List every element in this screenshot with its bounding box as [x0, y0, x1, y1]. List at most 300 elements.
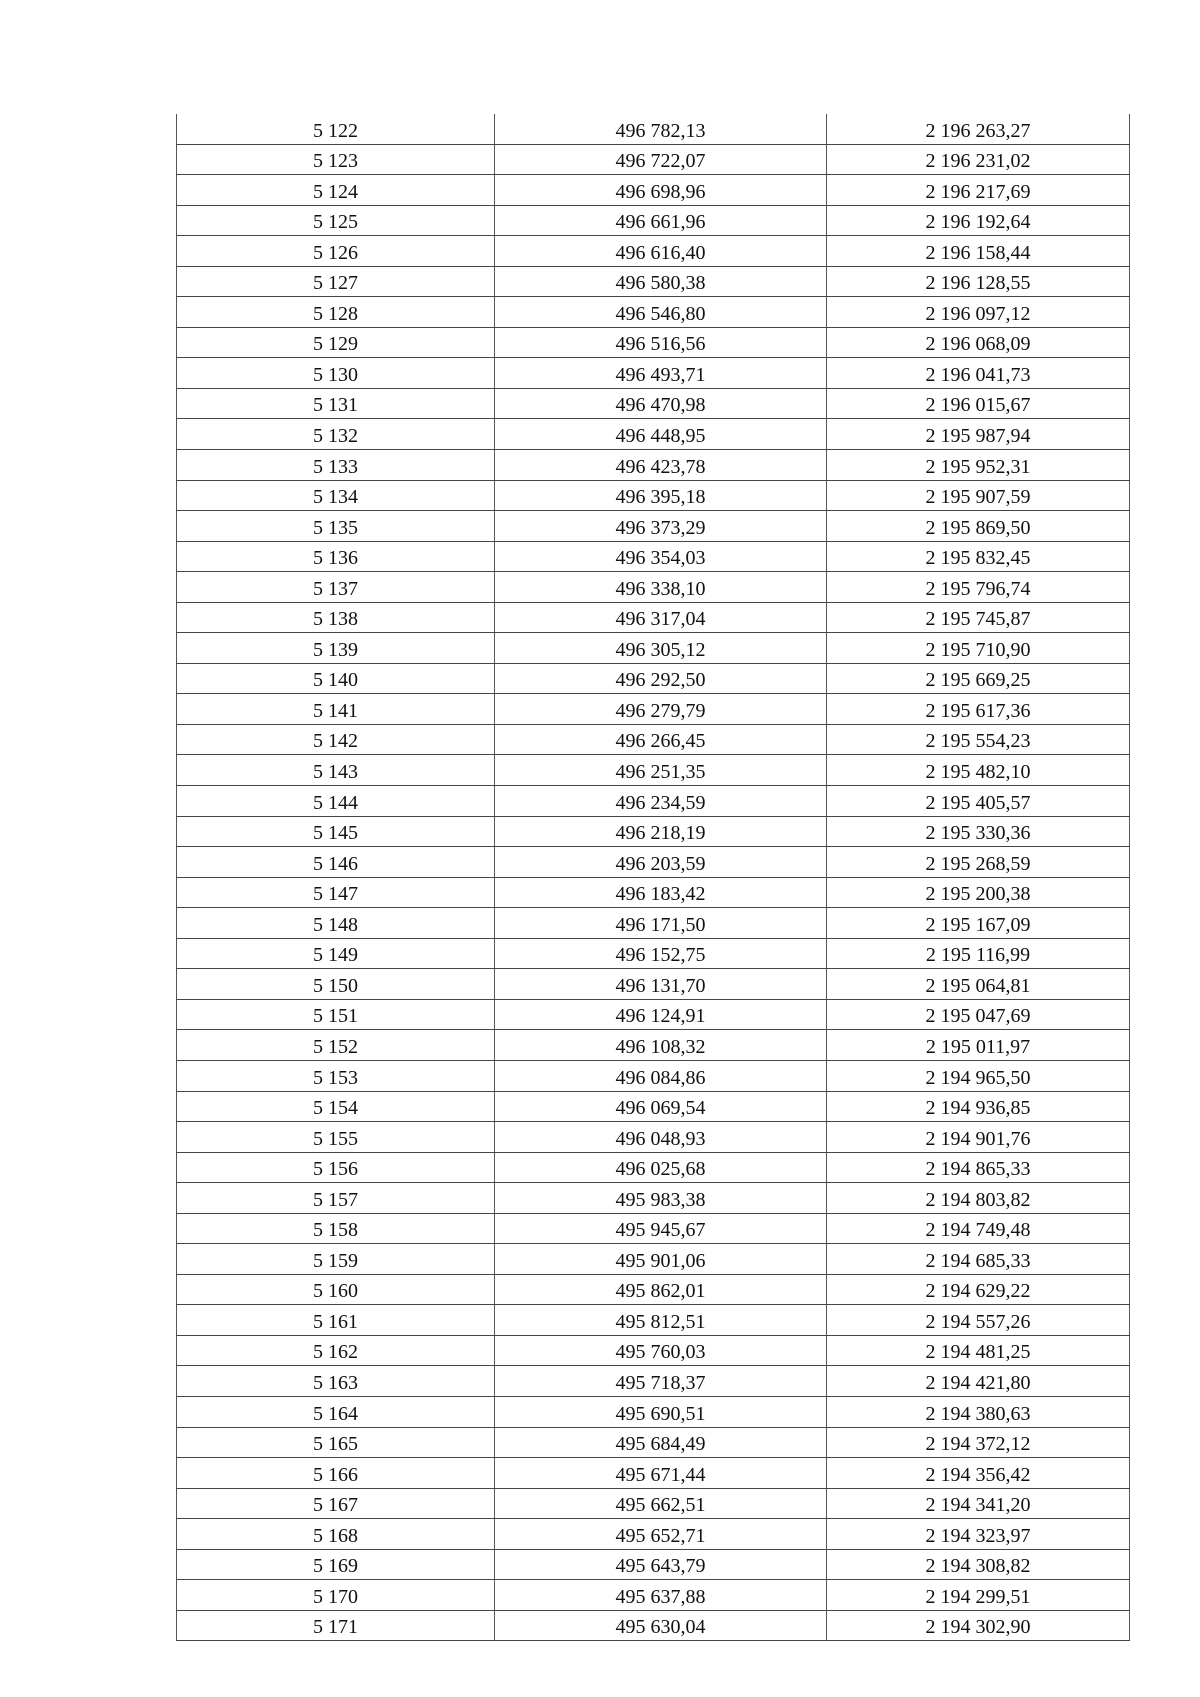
- point-number-cell: [177, 419, 495, 450]
- cell-text: 2 195 617,36: [925, 699, 1031, 722]
- x-coordinate-cell: [495, 1549, 827, 1580]
- x-coordinate-cell: [495, 1060, 827, 1091]
- y-coordinate-cell: [827, 724, 1130, 755]
- y-coordinate-cell: [827, 969, 1130, 1000]
- table-row: [177, 755, 1130, 786]
- x-coordinate-cell: [495, 633, 827, 664]
- table-row: [177, 1030, 1130, 1061]
- table-row: [177, 602, 1130, 633]
- point-number-cell: [177, 1244, 495, 1275]
- y-coordinate-cell: [827, 1305, 1130, 1336]
- point-number-cell: [177, 144, 495, 175]
- x-coordinate-cell: [495, 511, 827, 542]
- y-coordinate-cell: [827, 1030, 1130, 1061]
- y-coordinate-cell: [827, 1183, 1130, 1214]
- x-coordinate-cell: [495, 114, 827, 144]
- table-row: [177, 1610, 1130, 1641]
- x-coordinate-cell: [495, 480, 827, 511]
- cell-text: 5 153: [313, 1066, 358, 1089]
- table-row: [177, 450, 1130, 481]
- cell-text: 496 782,13: [615, 119, 706, 142]
- cell-text: 2 195 268,59: [925, 852, 1031, 875]
- cell-text: 496 251,35: [615, 761, 706, 784]
- cell-text: 496 395,18: [615, 486, 706, 509]
- point-number-cell: [177, 1030, 495, 1061]
- cell-text: 5 124: [313, 180, 358, 203]
- cell-text: 2 194 323,97: [925, 1524, 1031, 1547]
- table-row: [177, 1122, 1130, 1153]
- x-coordinate-cell: [495, 1366, 827, 1397]
- cell-text: 5 145: [313, 822, 358, 845]
- cell-text: 5 152: [313, 1035, 358, 1058]
- cell-text: 2 194 341,20: [925, 1494, 1031, 1517]
- point-number-cell: [177, 1213, 495, 1244]
- table-row: [177, 1580, 1130, 1611]
- cell-text: 496 317,04: [615, 608, 706, 631]
- cell-text: 496 373,29: [615, 516, 706, 539]
- cell-text: 496 218,19: [615, 822, 706, 845]
- x-coordinate-cell: [495, 1427, 827, 1458]
- point-number-cell: [177, 358, 495, 389]
- cell-text: 2 194 557,26: [925, 1310, 1031, 1333]
- y-coordinate-cell: [827, 327, 1130, 358]
- cell-text: 2 195 554,23: [925, 730, 1031, 753]
- cell-text: 2 195 952,31: [925, 455, 1031, 478]
- x-coordinate-cell: [495, 1122, 827, 1153]
- point-number-cell: [177, 1122, 495, 1153]
- cell-text: 495 684,49: [615, 1433, 706, 1456]
- cell-text: 495 652,71: [615, 1524, 706, 1547]
- cell-text: 495 671,44: [615, 1463, 706, 1486]
- x-coordinate-cell: [495, 786, 827, 817]
- cell-text: 2 195 200,38: [925, 883, 1031, 906]
- point-number-cell: [177, 541, 495, 572]
- table-row: [177, 358, 1130, 389]
- point-number-cell: [177, 786, 495, 817]
- point-number-cell: [177, 602, 495, 633]
- x-coordinate-cell: [495, 877, 827, 908]
- cell-text: 496 279,79: [615, 699, 706, 722]
- cell-text: 2 195 669,25: [925, 669, 1031, 692]
- cell-text: 2 194 302,90: [925, 1616, 1031, 1639]
- y-coordinate-cell: [827, 1488, 1130, 1519]
- cell-text: 5 156: [313, 1158, 358, 1181]
- point-number-cell: [177, 266, 495, 297]
- point-number-cell: [177, 511, 495, 542]
- point-number-cell: [177, 1427, 495, 1458]
- cell-text: 5 144: [313, 791, 358, 814]
- cell-text: 5 146: [313, 852, 358, 875]
- x-coordinate-cell: [495, 419, 827, 450]
- cell-text: 5 167: [313, 1494, 358, 1517]
- coordinates-table-body: [177, 114, 1130, 1641]
- y-coordinate-cell: [827, 480, 1130, 511]
- cell-text: 496 338,10: [615, 577, 706, 600]
- point-number-cell: [177, 114, 495, 144]
- cell-text: 5 147: [313, 883, 358, 906]
- cell-text: 2 195 064,81: [925, 974, 1031, 997]
- x-coordinate-cell: [495, 236, 827, 267]
- x-coordinate-cell: [495, 1458, 827, 1489]
- y-coordinate-cell: [827, 114, 1130, 144]
- x-coordinate-cell: [495, 144, 827, 175]
- table-row: [177, 511, 1130, 542]
- table-row: [177, 816, 1130, 847]
- cell-text: 2 194 685,33: [925, 1249, 1031, 1272]
- cell-text: 495 630,04: [615, 1616, 706, 1639]
- y-coordinate-cell: [827, 511, 1130, 542]
- cell-text: 2 196 041,73: [925, 363, 1031, 386]
- cell-text: 5 151: [313, 1005, 358, 1028]
- cell-text: 5 123: [313, 150, 358, 173]
- cell-text: 5 140: [313, 669, 358, 692]
- y-coordinate-cell: [827, 266, 1130, 297]
- y-coordinate-cell: [827, 1519, 1130, 1550]
- x-coordinate-cell: [495, 1610, 827, 1641]
- cell-text: 495 662,51: [615, 1494, 706, 1517]
- point-number-cell: [177, 1274, 495, 1305]
- cell-text: 496 048,93: [615, 1127, 706, 1150]
- point-number-cell: [177, 755, 495, 786]
- x-coordinate-cell: [495, 1152, 827, 1183]
- cell-text: 495 718,37: [615, 1371, 706, 1394]
- cell-text: 5 165: [313, 1433, 358, 1456]
- cell-text: 496 423,78: [615, 455, 706, 478]
- cell-text: 2 196 231,02: [925, 150, 1031, 173]
- cell-text: 2 195 745,87: [925, 608, 1031, 631]
- x-coordinate-cell: [495, 541, 827, 572]
- y-coordinate-cell: [827, 419, 1130, 450]
- cell-text: 495 643,79: [615, 1555, 706, 1578]
- cell-text: 5 128: [313, 302, 358, 325]
- table-row: [177, 236, 1130, 267]
- y-coordinate-cell: [827, 602, 1130, 633]
- point-number-cell: [177, 1458, 495, 1489]
- cell-text: 496 580,38: [615, 272, 706, 295]
- table-row: [177, 1183, 1130, 1214]
- cell-text: 495 812,51: [615, 1310, 706, 1333]
- cell-text: 5 160: [313, 1280, 358, 1303]
- y-coordinate-cell: [827, 877, 1130, 908]
- cell-text: 2 195 405,57: [925, 791, 1031, 814]
- x-coordinate-cell: [495, 358, 827, 389]
- cell-text: 2 195 482,10: [925, 761, 1031, 784]
- table-row: [177, 572, 1130, 603]
- point-number-cell: [177, 1488, 495, 1519]
- cell-text: 496 698,96: [615, 180, 706, 203]
- cell-text: 2 194 356,42: [925, 1463, 1031, 1486]
- cell-text: 5 125: [313, 211, 358, 234]
- y-coordinate-cell: [827, 1091, 1130, 1122]
- cell-text: 5 131: [313, 394, 358, 417]
- cell-text: 5 163: [313, 1371, 358, 1394]
- table-row: [177, 969, 1130, 1000]
- y-coordinate-cell: [827, 358, 1130, 389]
- x-coordinate-cell: [495, 1396, 827, 1427]
- table-row: [177, 541, 1130, 572]
- cell-text: 2 194 629,22: [925, 1280, 1031, 1303]
- x-coordinate-cell: [495, 297, 827, 328]
- table-row: [177, 1060, 1130, 1091]
- table-row: [177, 1549, 1130, 1580]
- point-number-cell: [177, 1060, 495, 1091]
- cell-text: 5 134: [313, 486, 358, 509]
- point-number-cell: [177, 1519, 495, 1550]
- cell-text: 2 195 167,09: [925, 913, 1031, 936]
- cell-text: 2 195 011,97: [925, 1035, 1031, 1058]
- cell-text: 5 141: [313, 699, 358, 722]
- cell-text: 5 135: [313, 516, 358, 539]
- cell-text: 496 183,42: [615, 883, 706, 906]
- x-coordinate-cell: [495, 1519, 827, 1550]
- cell-text: 2 195 330,36: [925, 822, 1031, 845]
- cell-text: 496 661,96: [615, 211, 706, 234]
- table-row: [177, 1396, 1130, 1427]
- cell-text: 5 171: [313, 1616, 358, 1639]
- cell-text: 495 862,01: [615, 1280, 706, 1303]
- x-coordinate-cell: [495, 266, 827, 297]
- cell-text: 5 122: [313, 119, 358, 142]
- point-number-cell: [177, 969, 495, 1000]
- point-number-cell: [177, 450, 495, 481]
- y-coordinate-cell: [827, 1274, 1130, 1305]
- cell-text: 2 195 116,99: [925, 944, 1031, 967]
- point-number-cell: [177, 908, 495, 939]
- point-number-cell: [177, 1091, 495, 1122]
- point-number-cell: [177, 1549, 495, 1580]
- y-coordinate-cell: [827, 541, 1130, 572]
- x-coordinate-cell: [495, 1335, 827, 1366]
- cell-text: 2 196 217,69: [925, 180, 1031, 203]
- table-row: [177, 1213, 1130, 1244]
- table-row: [177, 938, 1130, 969]
- y-coordinate-cell: [827, 1213, 1130, 1244]
- point-number-cell: [177, 236, 495, 267]
- y-coordinate-cell: [827, 144, 1130, 175]
- table-row: [177, 1427, 1130, 1458]
- point-number-cell: [177, 327, 495, 358]
- table-row: [177, 419, 1130, 450]
- x-coordinate-cell: [495, 1183, 827, 1214]
- cell-text: 5 161: [313, 1310, 358, 1333]
- x-coordinate-cell: [495, 602, 827, 633]
- cell-text: 496 722,07: [615, 150, 706, 173]
- x-coordinate-cell: [495, 1091, 827, 1122]
- cell-text: 2 194 901,76: [925, 1127, 1031, 1150]
- y-coordinate-cell: [827, 1427, 1130, 1458]
- x-coordinate-cell: [495, 908, 827, 939]
- table-row: [177, 877, 1130, 908]
- cell-text: 5 154: [313, 1097, 358, 1120]
- cell-text: 495 945,67: [615, 1219, 706, 1242]
- point-number-cell: [177, 1366, 495, 1397]
- cell-text: 2 194 865,33: [925, 1158, 1031, 1181]
- y-coordinate-cell: [827, 1366, 1130, 1397]
- y-coordinate-cell: [827, 1152, 1130, 1183]
- cell-text: 2 195 047,69: [925, 1005, 1031, 1028]
- point-number-cell: [177, 1396, 495, 1427]
- y-coordinate-cell: [827, 1610, 1130, 1641]
- x-coordinate-cell: [495, 694, 827, 725]
- cell-text: 5 143: [313, 761, 358, 784]
- y-coordinate-cell: [827, 938, 1130, 969]
- y-coordinate-cell: [827, 816, 1130, 847]
- point-number-cell: [177, 480, 495, 511]
- x-coordinate-cell: [495, 755, 827, 786]
- cell-text: 496 354,03: [615, 547, 706, 570]
- cell-text: 2 196 068,09: [925, 333, 1031, 356]
- cell-text: 496 493,71: [615, 363, 706, 386]
- table-row: [177, 633, 1130, 664]
- table-row: [177, 847, 1130, 878]
- cell-text: 2 195 987,94: [925, 425, 1031, 448]
- table-row: [177, 1488, 1130, 1519]
- cell-text: 496 516,56: [615, 333, 706, 356]
- cell-text: 5 142: [313, 730, 358, 753]
- y-coordinate-cell: [827, 450, 1130, 481]
- cell-text: 5 166: [313, 1463, 358, 1486]
- y-coordinate-cell: [827, 1396, 1130, 1427]
- table-row: [177, 175, 1130, 206]
- cell-text: 495 637,88: [615, 1585, 706, 1608]
- table-row: [177, 1274, 1130, 1305]
- cell-text: 495 690,51: [615, 1402, 706, 1425]
- cell-text: 5 159: [313, 1249, 358, 1272]
- y-coordinate-cell: [827, 1122, 1130, 1153]
- cell-text: 2 194 803,82: [925, 1188, 1031, 1211]
- cell-text: 5 168: [313, 1524, 358, 1547]
- x-coordinate-cell: [495, 969, 827, 1000]
- point-number-cell: [177, 724, 495, 755]
- cell-text: 2 194 749,48: [925, 1219, 1031, 1242]
- point-number-cell: [177, 1152, 495, 1183]
- table-row: [177, 266, 1130, 297]
- cell-text: 5 129: [313, 333, 358, 356]
- point-number-cell: [177, 877, 495, 908]
- table-row: [177, 1366, 1130, 1397]
- cell-text: 496 448,95: [615, 425, 706, 448]
- y-coordinate-cell: [827, 175, 1130, 206]
- cell-text: 2 196 158,44: [925, 241, 1031, 264]
- table-row: [177, 1091, 1130, 1122]
- table-row: [177, 1152, 1130, 1183]
- y-coordinate-cell: [827, 999, 1130, 1030]
- x-coordinate-cell: [495, 1274, 827, 1305]
- cell-text: 495 760,03: [615, 1341, 706, 1364]
- cell-text: 496 152,75: [615, 944, 706, 967]
- cell-text: 496 266,45: [615, 730, 706, 753]
- cell-text: 2 194 372,12: [925, 1433, 1031, 1456]
- cell-text: 5 169: [313, 1555, 358, 1578]
- cell-text: 2 194 421,80: [925, 1371, 1031, 1394]
- cell-text: 2 194 308,82: [925, 1555, 1031, 1578]
- y-coordinate-cell: [827, 694, 1130, 725]
- cell-text: 2 196 263,27: [925, 119, 1031, 142]
- point-number-cell: [177, 663, 495, 694]
- x-coordinate-cell: [495, 1213, 827, 1244]
- cell-text: 496 084,86: [615, 1066, 706, 1089]
- table-row: [177, 1458, 1130, 1489]
- x-coordinate-cell: [495, 816, 827, 847]
- x-coordinate-cell: [495, 175, 827, 206]
- table-row: [177, 1335, 1130, 1366]
- x-coordinate-cell: [495, 1488, 827, 1519]
- cell-text: 5 164: [313, 1402, 358, 1425]
- cell-text: 5 155: [313, 1127, 358, 1150]
- cell-text: 2 196 015,67: [925, 394, 1031, 417]
- y-coordinate-cell: [827, 1549, 1130, 1580]
- table-row: [177, 694, 1130, 725]
- cell-text: 496 131,70: [615, 974, 706, 997]
- x-coordinate-cell: [495, 1244, 827, 1275]
- y-coordinate-cell: [827, 1060, 1130, 1091]
- y-coordinate-cell: [827, 847, 1130, 878]
- cell-text: 496 108,32: [615, 1035, 706, 1058]
- cell-text: 5 133: [313, 455, 358, 478]
- cell-text: 5 149: [313, 944, 358, 967]
- y-coordinate-cell: [827, 755, 1130, 786]
- y-coordinate-cell: [827, 572, 1130, 603]
- x-coordinate-cell: [495, 572, 827, 603]
- cell-text: 5 170: [313, 1585, 358, 1608]
- cell-text: 5 158: [313, 1219, 358, 1242]
- table-row: [177, 1305, 1130, 1336]
- point-number-cell: [177, 297, 495, 328]
- point-number-cell: [177, 816, 495, 847]
- x-coordinate-cell: [495, 450, 827, 481]
- coordinates-table: [176, 114, 1130, 1641]
- y-coordinate-cell: [827, 236, 1130, 267]
- cell-text: 5 148: [313, 913, 358, 936]
- cell-text: 496 546,80: [615, 302, 706, 325]
- cell-text: 2 194 380,63: [925, 1402, 1031, 1425]
- cell-text: 496 203,59: [615, 852, 706, 875]
- cell-text: 5 162: [313, 1341, 358, 1364]
- table-row: [177, 480, 1130, 511]
- y-coordinate-cell: [827, 1580, 1130, 1611]
- x-coordinate-cell: [495, 663, 827, 694]
- y-coordinate-cell: [827, 388, 1130, 419]
- y-coordinate-cell: [827, 205, 1130, 236]
- table-row: [177, 1519, 1130, 1550]
- point-number-cell: [177, 633, 495, 664]
- table-row: [177, 663, 1130, 694]
- point-number-cell: [177, 1580, 495, 1611]
- cell-text: 5 132: [313, 425, 358, 448]
- cell-text: 496 470,98: [615, 394, 706, 417]
- cell-text: 495 983,38: [615, 1188, 706, 1211]
- cell-text: 5 150: [313, 974, 358, 997]
- cell-text: 496 234,59: [615, 791, 706, 814]
- y-coordinate-cell: [827, 633, 1130, 664]
- point-number-cell: [177, 388, 495, 419]
- point-number-cell: [177, 1183, 495, 1214]
- x-coordinate-cell: [495, 999, 827, 1030]
- cell-text: 2 194 481,25: [925, 1341, 1031, 1364]
- cell-text: 496 124,91: [615, 1005, 706, 1028]
- table-row: [177, 1244, 1130, 1275]
- table-row: [177, 205, 1130, 236]
- table-row: [177, 724, 1130, 755]
- cell-text: 496 305,12: [615, 638, 706, 661]
- x-coordinate-cell: [495, 388, 827, 419]
- table-row: [177, 388, 1130, 419]
- cell-text: 2 195 869,50: [925, 516, 1031, 539]
- x-coordinate-cell: [495, 205, 827, 236]
- cell-text: 2 194 299,51: [925, 1585, 1031, 1608]
- table-row: [177, 999, 1130, 1030]
- y-coordinate-cell: [827, 1244, 1130, 1275]
